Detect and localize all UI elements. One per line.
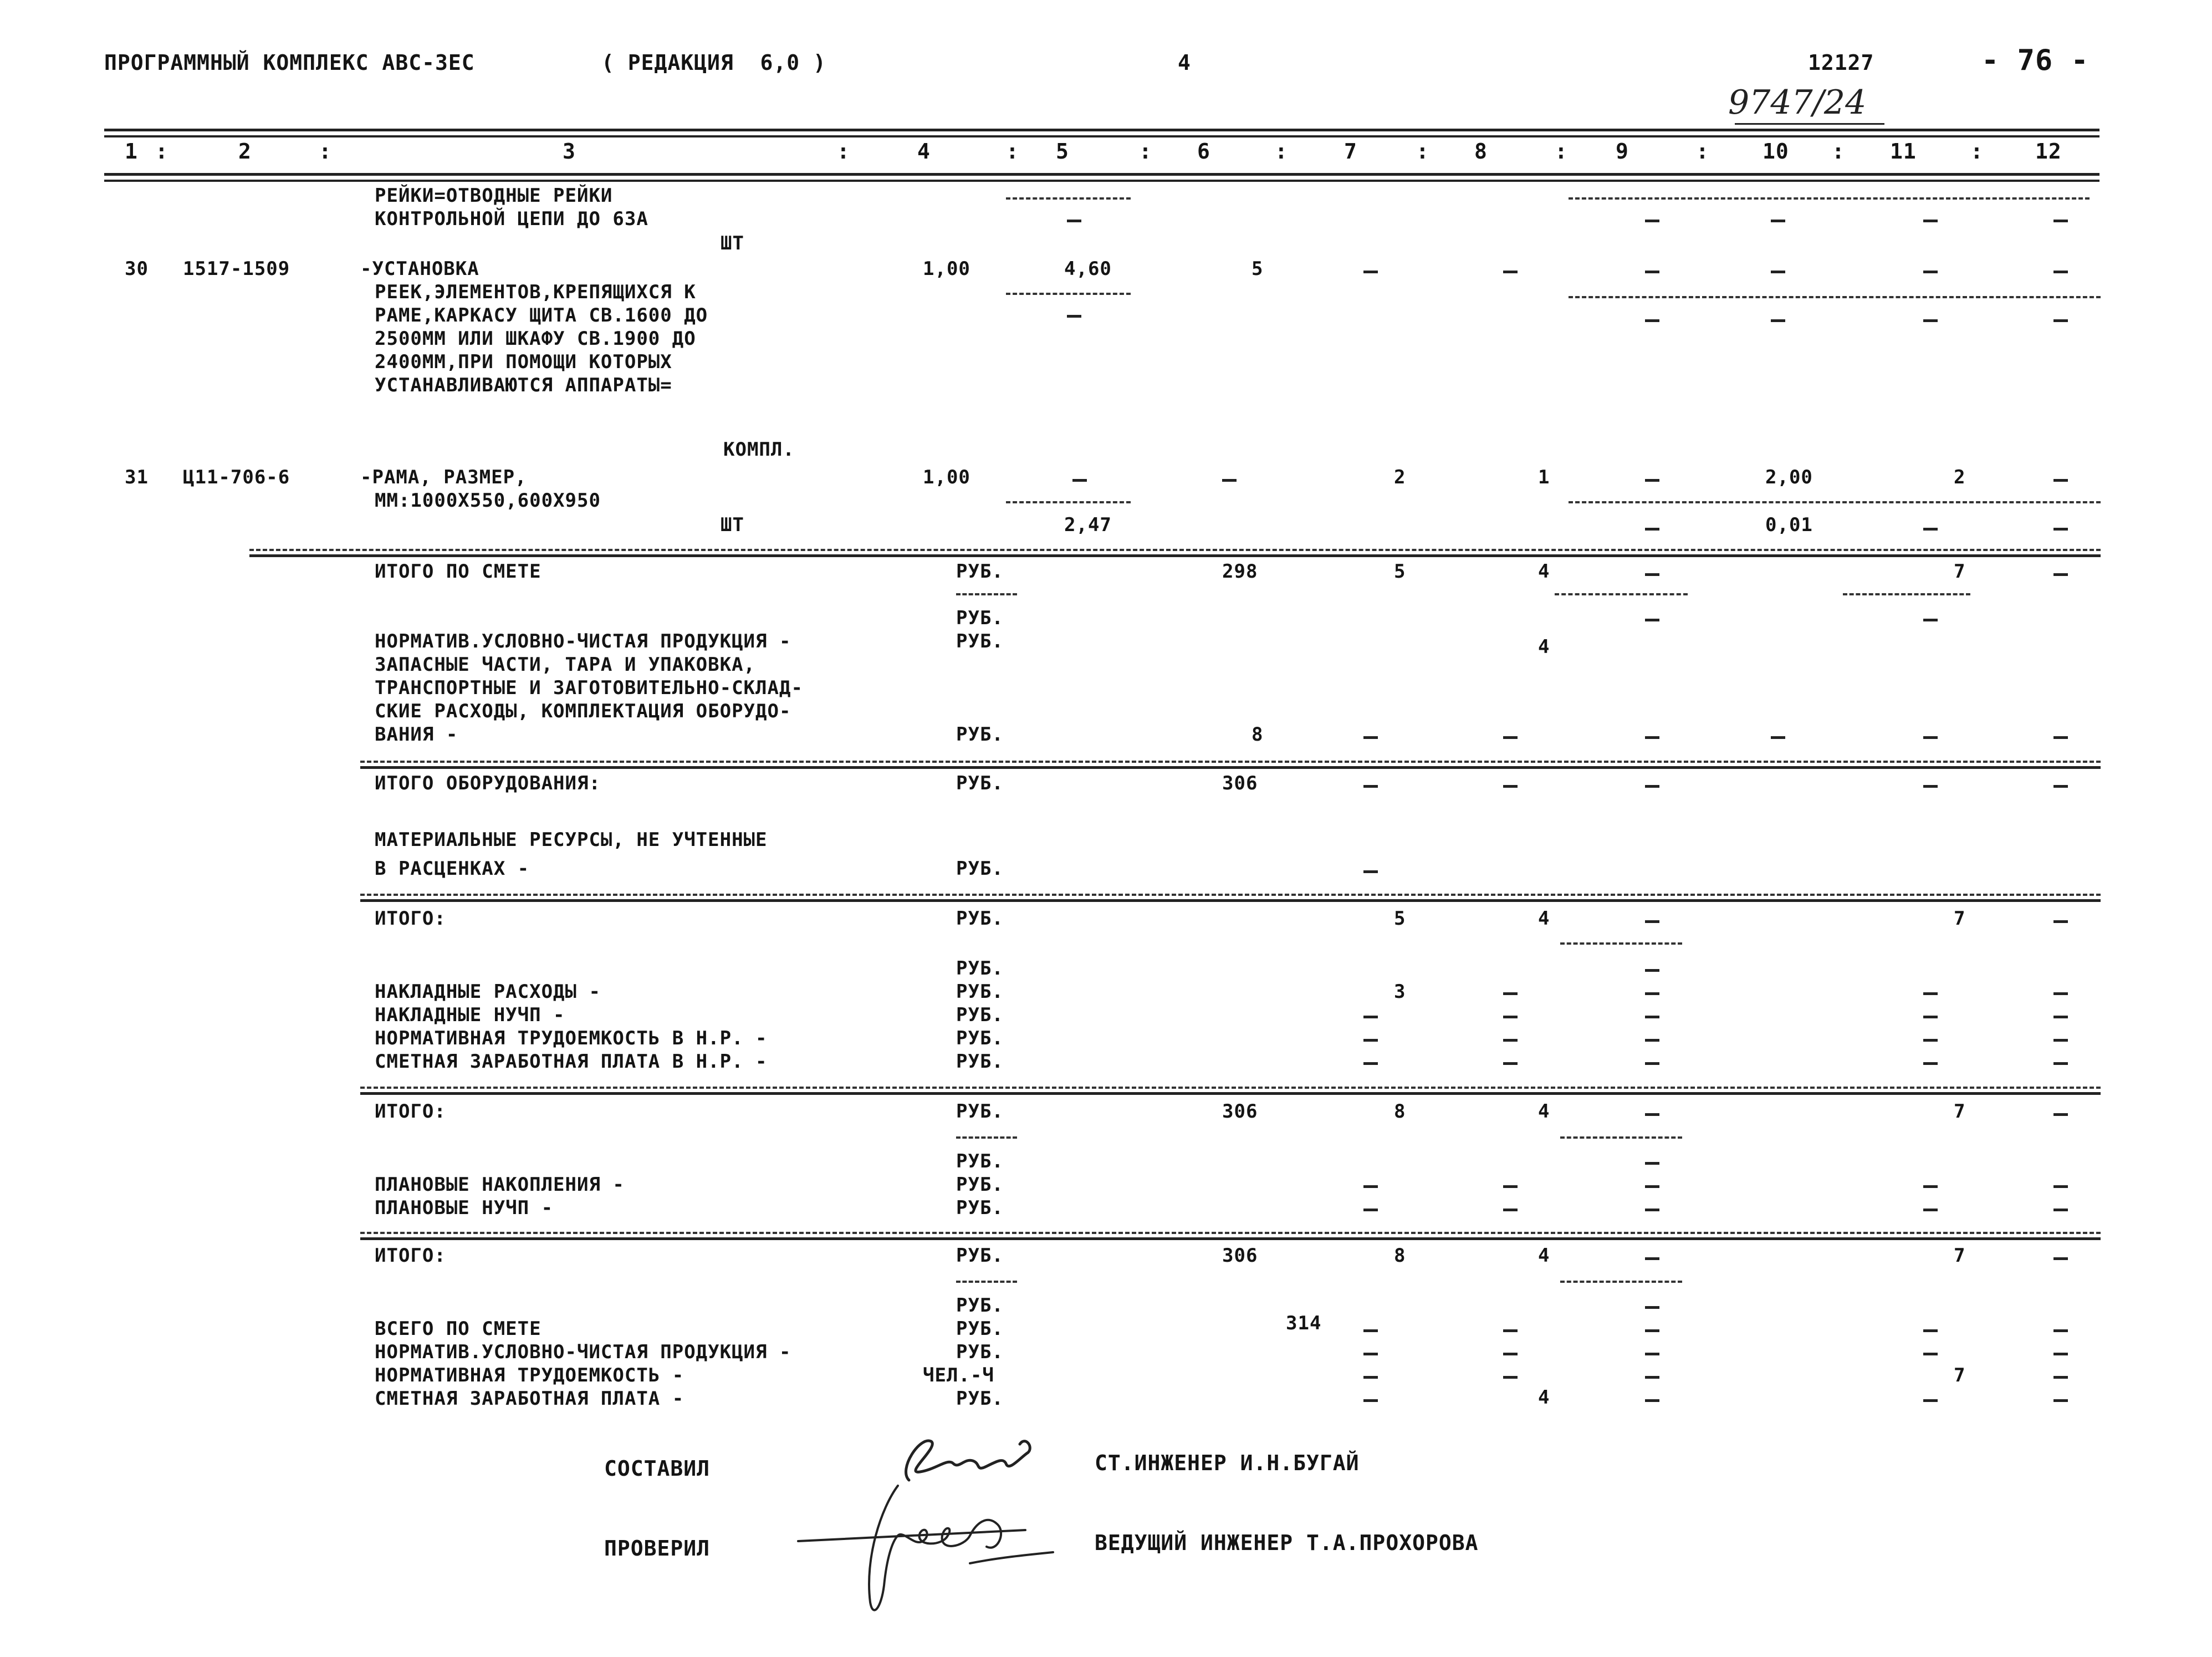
empty-value-dash <box>1363 1399 1378 1402</box>
materials-line2: В РАСЦЕНКАХ - <box>375 858 530 880</box>
empty-value-dash <box>1923 992 1938 995</box>
empty-value-dash <box>2053 528 2068 531</box>
empty-value-dash <box>1363 1329 1378 1332</box>
item-30-col4: 1,00 <box>923 258 970 280</box>
empty-value-dash <box>1363 1376 1378 1379</box>
document-number: 12127 <box>1808 50 1874 75</box>
norm-line2: ЗАПАСНЫЕ ЧАСТИ, ТАРА И УПАКОВКА, <box>375 654 756 676</box>
final-unit4: РУБ. <box>956 1388 1004 1410</box>
empty-value-dash <box>2053 920 2068 923</box>
empty-value-dash <box>2053 1113 2068 1116</box>
col-3: 3 <box>563 139 576 164</box>
itogo2-rule <box>360 1092 2101 1095</box>
empty-value-dash <box>1645 969 1659 972</box>
final-line3: НОРМАТИВНАЯ ТРУДОЕМКОСТЬ - <box>375 1364 684 1386</box>
col-5: 5 <box>1056 139 1069 164</box>
smeta-col7: 5 <box>1394 560 1406 583</box>
plan-unit2: РУБ. <box>956 1197 1004 1219</box>
empty-value-dash <box>1771 271 1785 273</box>
plan-unit-top: РУБ. <box>956 1150 1004 1172</box>
final-unit3: ЧЕЛ.-Ч <box>923 1364 994 1386</box>
itogo2-unit: РУБ. <box>956 1100 1004 1123</box>
item-rejki-line2: КОНТРОЛЬНОЙ ЦЕПИ ДО 63А <box>375 208 648 230</box>
empty-value-dash <box>1503 1016 1518 1018</box>
empty-value-dash <box>1771 220 1785 222</box>
checked-by: ВЕДУЩИЙ ИНЖЕНЕР Т.А.ПРОХОРОВА <box>1095 1531 1479 1555</box>
empty-value-dash <box>1503 1329 1518 1332</box>
empty-value-dash <box>1923 619 1938 621</box>
empty-value-dash <box>1645 1353 1659 1355</box>
empty-value-dash <box>1923 1329 1938 1332</box>
column-separator: : <box>1832 139 1845 164</box>
overhead-unit1: РУБ. <box>956 981 1004 1003</box>
overhead-line1: НАКЛАДНЫЕ РАСХОДЫ - <box>375 981 601 1003</box>
overhead-unit2: РУБ. <box>956 1004 1004 1026</box>
empty-value-dash <box>1363 271 1378 273</box>
divider <box>1560 1136 1682 1139</box>
empty-value-dash <box>1067 220 1081 222</box>
itogo3-col8: 4 <box>1538 1245 1550 1267</box>
item-30-num: 30 <box>125 258 149 280</box>
col-8: 8 <box>1474 139 1488 164</box>
empty-value-dash <box>1923 1039 1938 1042</box>
item-31-col10-bottom: 0,01 <box>1765 514 1813 536</box>
empty-value-dash <box>1923 736 1938 739</box>
empty-value-dash <box>1771 319 1785 322</box>
empty-value-dash <box>1503 271 1518 273</box>
empty-value-dash <box>1363 1209 1378 1211</box>
empty-value-dash <box>1645 1399 1659 1402</box>
item-30-line4: 2500ММ ИЛИ ШКАФУ СВ.1900 ДО <box>375 328 696 350</box>
item-31-code: Ц11-706-6 <box>183 466 290 488</box>
column-separator: : <box>1555 139 1568 164</box>
empty-value-dash <box>1645 479 1659 482</box>
divider <box>1006 293 1131 295</box>
empty-value-dash <box>1503 1376 1518 1379</box>
divider <box>956 1281 1017 1283</box>
col-12: 12 <box>2035 139 2062 164</box>
empty-value-dash <box>1645 992 1659 995</box>
empty-value-dash <box>2053 1329 2068 1332</box>
empty-value-dash <box>1923 1062 1938 1065</box>
empty-value-dash <box>1503 1039 1518 1042</box>
column-separator: : <box>1970 139 1984 164</box>
empty-value-dash <box>1923 1399 1938 1402</box>
overhead-line4: СМЕТНАЯ ЗАРАБОТНАЯ ПЛАТА В Н.Р. - <box>375 1051 768 1073</box>
divider <box>1006 501 1131 503</box>
empty-value-dash <box>1923 1353 1938 1355</box>
itogo2-col7: 8 <box>1394 1100 1406 1123</box>
col-2: 2 <box>238 139 252 164</box>
item-31-line1: -РАМА, РАЗМЕР, <box>360 466 527 488</box>
empty-value-dash <box>1503 1062 1518 1065</box>
final-line4: СМЕТНАЯ ЗАРАБОТНАЯ ПЛАТА - <box>375 1388 684 1410</box>
empty-value-dash <box>1645 319 1659 322</box>
smeta-label: ИТОГО ПО СМЕТЕ <box>375 560 541 583</box>
norm-line5: ВАНИЯ - <box>375 723 458 746</box>
overhead-col7: 3 <box>1394 981 1406 1003</box>
col-10: 10 <box>1763 139 1789 164</box>
empty-value-dash <box>1645 619 1659 621</box>
empty-value-dash <box>1923 1185 1938 1188</box>
empty-value-dash <box>2053 785 2068 788</box>
item-30-unit: КОМПЛ. <box>723 439 795 461</box>
overhead-line2: НАКЛАДНЫЕ НУЧП - <box>375 1004 565 1026</box>
itogo1-col7: 5 <box>1394 907 1406 930</box>
empty-value-dash <box>1771 736 1785 739</box>
divider <box>1560 1281 1682 1283</box>
column-separator: : <box>837 139 850 164</box>
smeta-rule <box>249 554 2101 557</box>
final-col11: 7 <box>1954 1364 1966 1386</box>
handwritten-number: 9747/24 <box>1728 83 1867 122</box>
itogo2-col6: 306 <box>1222 1100 1258 1123</box>
item-30-line5: 2400ММ,ПРИ ПОМОЩИ КОТОРЫХ <box>375 351 672 373</box>
final-line2: НОРМАТИВ.УСЛОВНО-ЧИСТАЯ ПРОДУКЦИЯ - <box>375 1341 791 1363</box>
handwritten-underline <box>1735 123 1884 125</box>
col-9: 9 <box>1616 139 1629 164</box>
empty-value-dash <box>2053 1016 2068 1018</box>
item-31-col7: 2 <box>1394 466 1406 488</box>
item-31-col10: 2,00 <box>1765 466 1813 488</box>
item-31-col4: 1,00 <box>923 466 970 488</box>
divider <box>956 1136 1017 1139</box>
overhead-unit3: РУБ. <box>956 1027 1004 1049</box>
column-separator: : <box>1416 139 1429 164</box>
column-separator: : <box>1006 139 1019 164</box>
item-31-col5-bottom: 2,47 <box>1064 514 1112 536</box>
itogo1-label: ИТОГО: <box>375 907 446 930</box>
empty-value-dash <box>1645 1329 1659 1332</box>
empty-value-dash <box>1503 992 1518 995</box>
plan-line2: ПЛАНОВЫЕ НУЧП - <box>375 1197 554 1219</box>
itogo1-col11: 7 <box>1954 907 1966 930</box>
final-unit1: РУБ. <box>956 1318 1004 1340</box>
empty-value-dash <box>2053 1399 2068 1402</box>
empty-value-dash <box>1363 785 1378 788</box>
col-4: 4 <box>917 139 931 164</box>
itogo3-label: ИТОГО: <box>375 1245 446 1267</box>
empty-value-dash <box>1645 1306 1659 1309</box>
page-part: 4 <box>1178 50 1191 75</box>
divider <box>360 1232 2101 1234</box>
item-30-line6: УСТАНАВЛИВАЮТСЯ АППАРАТЫ= <box>375 374 672 396</box>
checked-label: ПРОВЕРИЛ <box>604 1536 711 1561</box>
divider <box>1555 593 1688 595</box>
norm-line4: СКИЕ РАСХОДЫ, КОМПЛЕКТАЦИЯ ОБОРУДО- <box>375 700 791 722</box>
empty-value-dash <box>1645 1376 1659 1379</box>
overhead-line3: НОРМАТИВНАЯ ТРУДОЕМКОСТЬ В Н.Р. - <box>375 1027 768 1049</box>
empty-value-dash <box>1923 1016 1938 1018</box>
empty-value-dash <box>1645 528 1659 531</box>
overhead-unit4: РУБ. <box>956 1051 1004 1073</box>
final-total: 314 <box>1286 1312 1322 1334</box>
column-separator: : <box>1139 139 1152 164</box>
item-31-col8: 1 <box>1538 466 1550 488</box>
itogo1-col8: 4 <box>1538 907 1550 930</box>
itogo3-rule <box>360 1237 2101 1240</box>
final-col8: 4 <box>1538 1386 1550 1409</box>
itogo3-unit: РУБ. <box>956 1245 1004 1267</box>
empty-value-dash <box>1645 785 1659 788</box>
empty-value-dash <box>1645 1062 1659 1065</box>
empty-value-dash <box>2053 479 2068 482</box>
empty-value-dash <box>2053 220 2068 222</box>
empty-value-dash <box>1645 1016 1659 1018</box>
empty-value-dash <box>1363 1039 1378 1042</box>
divider <box>249 549 2101 551</box>
empty-value-dash <box>1923 271 1938 273</box>
empty-value-dash <box>1072 479 1087 482</box>
empty-value-dash <box>1923 528 1938 531</box>
divider <box>1569 501 2101 503</box>
edition-label: ( РЕДАКЦИЯ 6,0 ) <box>601 50 826 75</box>
divider <box>360 894 2101 896</box>
empty-value-dash <box>1363 736 1378 739</box>
empty-value-dash <box>1645 1162 1659 1165</box>
program-title: ПРОГРАММНЫЙ КОМПЛЕКС АВС-3ЕС <box>104 50 475 75</box>
empty-value-dash <box>2053 1257 2068 1260</box>
empty-value-dash <box>1923 785 1938 788</box>
divider <box>360 1087 2101 1089</box>
equipment-unit: РУБ. <box>956 772 1004 794</box>
smeta-unit: РУБ. <box>956 560 1004 583</box>
norm-unit-top: РУБ. <box>956 607 1004 629</box>
itogo1-unit: РУБ. <box>956 907 1004 930</box>
smeta-col8: 4 <box>1538 560 1550 583</box>
itogo2-label: ИТОГО: <box>375 1100 446 1123</box>
empty-value-dash <box>1503 736 1518 739</box>
empty-value-dash <box>1645 1257 1659 1260</box>
item-31-num: 31 <box>125 466 149 488</box>
itogo1-rule <box>360 899 2101 902</box>
empty-value-dash <box>1503 785 1518 788</box>
item-31-col11: 2 <box>1954 466 1966 488</box>
divider <box>1569 197 2090 200</box>
smeta-col6: 298 <box>1222 560 1258 583</box>
empty-value-dash <box>1645 1113 1659 1116</box>
empty-value-dash <box>1222 479 1237 482</box>
materials-line1: МАТЕРИАЛЬНЫЕ РЕСУРСЫ, НЕ УЧТЕННЫЕ <box>375 829 768 851</box>
plan-line1: ПЛАНОВЫЕ НАКОПЛЕНИЯ - <box>375 1174 625 1196</box>
empty-value-dash <box>2053 736 2068 739</box>
empty-value-dash <box>2053 992 2068 995</box>
item-30-line3: РАМЕ,КАРКАСУ ЩИТА СВ.1600 ДО <box>375 304 708 327</box>
item-30-col6: 5 <box>1251 258 1264 280</box>
header-bottom-rule-2 <box>104 180 2099 182</box>
empty-value-dash <box>2053 1039 2068 1042</box>
empty-value-dash <box>1645 1039 1659 1042</box>
item-30-line2: РЕЕК,ЭЛЕМЕНТОВ,КРЕПЯЩИХСЯ К <box>375 281 696 303</box>
divider <box>1006 197 1131 200</box>
empty-value-dash <box>2053 1376 2068 1379</box>
empty-value-dash <box>1645 736 1659 739</box>
empty-value-dash <box>1923 1209 1938 1211</box>
empty-value-dash <box>2053 319 2068 322</box>
norm-unit2: РУБ. <box>956 723 1004 746</box>
smeta-col11: 7 <box>1954 560 1966 583</box>
empty-value-dash <box>2053 1353 2068 1355</box>
col-1: 1 <box>125 139 138 164</box>
itogo3-col11: 7 <box>1954 1245 1966 1267</box>
overhead-unit-top: РУБ. <box>956 957 1004 980</box>
empty-value-dash <box>1363 1016 1378 1018</box>
col-6: 6 <box>1197 139 1210 164</box>
table-top-rule-2 <box>104 135 2099 137</box>
compiled-label: СОСТАВИЛ <box>604 1456 711 1481</box>
empty-value-dash <box>2053 1209 2068 1211</box>
empty-value-dash <box>1363 1353 1378 1355</box>
header-bottom-rule <box>104 173 2099 176</box>
empty-value-dash <box>1923 220 1938 222</box>
divider <box>1560 942 1682 945</box>
checked-signature <box>787 1475 1075 1624</box>
empty-value-dash <box>1645 1185 1659 1188</box>
divider <box>1843 593 1970 595</box>
divider <box>956 593 1017 595</box>
equipment-col6: 306 <box>1222 772 1258 794</box>
divider <box>360 761 2101 763</box>
empty-value-dash <box>2053 1062 2068 1065</box>
column-separator: : <box>319 139 332 164</box>
empty-value-dash <box>1503 1209 1518 1211</box>
norm-col8: 4 <box>1538 636 1550 658</box>
empty-value-dash <box>1503 1353 1518 1355</box>
item-31-unit: ШТ <box>721 514 744 536</box>
item-rejki-unit: ШТ <box>721 232 744 254</box>
itogo3-col7: 8 <box>1394 1245 1406 1267</box>
item-30-col5: 4,60 <box>1064 258 1112 280</box>
empty-value-dash <box>1923 319 1938 322</box>
empty-value-dash <box>2053 573 2068 576</box>
column-separator: : <box>155 139 168 164</box>
divider <box>1569 296 2101 298</box>
norm-line1: НОРМАТИВ.УСЛОВНО-ЧИСТАЯ ПРОДУКЦИЯ - <box>375 630 791 652</box>
empty-value-dash <box>2053 1185 2068 1188</box>
empty-value-dash <box>1363 870 1378 873</box>
equipment-rule <box>360 766 2101 769</box>
item-30-code: 1517-1509 <box>183 258 290 280</box>
empty-value-dash <box>1067 315 1081 318</box>
norm-col6: 8 <box>1251 723 1264 746</box>
col-7: 7 <box>1344 139 1357 164</box>
itogo3-col6: 306 <box>1222 1245 1258 1267</box>
column-separator: : <box>1275 139 1288 164</box>
final-unit2: РУБ. <box>956 1341 1004 1363</box>
empty-value-dash <box>2053 271 2068 273</box>
plan-unit1: РУБ. <box>956 1174 1004 1196</box>
empty-value-dash <box>1645 573 1659 576</box>
materials-unit: РУБ. <box>956 858 1004 880</box>
itogo2-col11: 7 <box>1954 1100 1966 1123</box>
empty-value-dash <box>1645 920 1659 923</box>
item-31-line2: ММ:1000Х550,600Х950 <box>375 490 601 512</box>
empty-value-dash <box>1503 1185 1518 1188</box>
empty-value-dash <box>1363 1062 1378 1065</box>
norm-unit1: РУБ. <box>956 630 1004 652</box>
table-top-rule <box>104 129 2099 131</box>
column-separator: : <box>1696 139 1709 164</box>
item-rejki-line1: РЕЙКИ=ОТВОДНЫЕ РЕЙКИ <box>375 185 613 207</box>
itogo2-col8: 4 <box>1538 1100 1550 1123</box>
empty-value-dash <box>1363 1185 1378 1188</box>
norm-line3: ТРАНСПОРТНЫЕ И ЗАГОТОВИТЕЛЬНО-СКЛАД- <box>375 677 803 699</box>
equipment-label: ИТОГО ОБОРУДОВАНИЯ: <box>375 772 601 794</box>
empty-value-dash <box>1645 1209 1659 1211</box>
final-line1: ВСЕГО ПО СМЕТЕ <box>375 1318 541 1340</box>
empty-value-dash <box>1645 220 1659 222</box>
item-30-line1: -УСТАНОВКА <box>360 258 479 280</box>
col-11: 11 <box>1890 139 1917 164</box>
final-unit-top: РУБ. <box>956 1294 1004 1317</box>
page-number: - 76 - <box>1981 44 2089 77</box>
empty-value-dash <box>1645 271 1659 273</box>
compiled-by: СТ.ИНЖЕНЕР И.Н.БУГАЙ <box>1095 1451 1360 1475</box>
